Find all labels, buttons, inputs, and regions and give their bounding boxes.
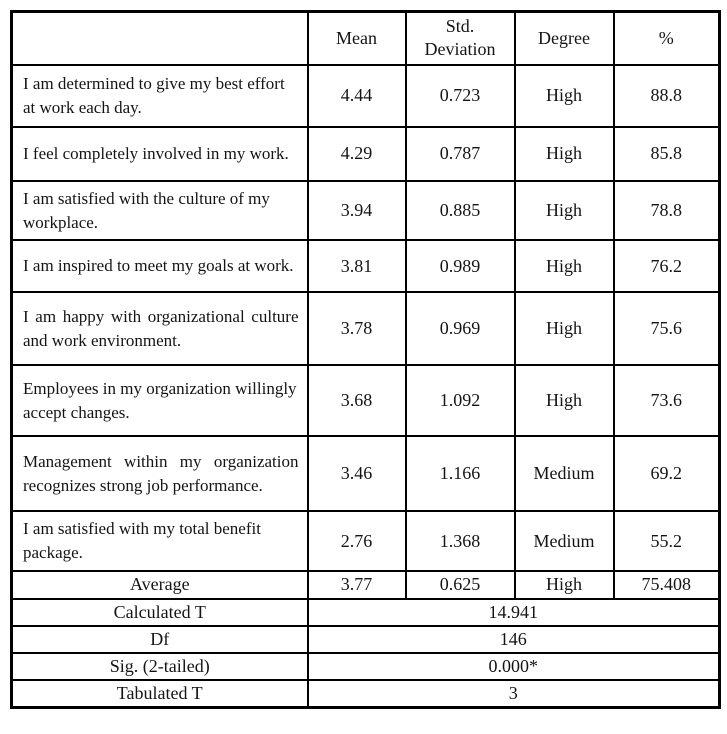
mean-cell: 3.68 [308,365,406,436]
degree-cell: High [515,240,614,292]
degree-cell: High [515,181,614,241]
mean-cell: 3.81 [308,240,406,292]
average-mean: 3.77 [308,571,406,599]
table-row [12,436,720,511]
percent-cell: 76.2 [614,240,720,292]
summary-row-calculated-t [12,599,720,626]
std-cell: 0.969 [406,292,515,365]
std-cell: 1.368 [406,511,515,571]
average-degree: High [515,571,614,599]
degree-cell: High [515,365,614,436]
percent-cell: 78.8 [614,181,720,241]
std-cell: 0.787 [406,127,515,181]
statement-cell: Employees in my organization willingly accept changes. [12,365,308,436]
table-row [12,365,720,436]
percent-cell: 85.8 [614,127,720,181]
average-row [12,571,720,599]
statement-cell: I am determined to give my best effort at work each day. [12,65,308,127]
std-cell: 1.092 [406,365,515,436]
degree-cell: Medium [515,511,614,571]
table-row [12,127,720,181]
std-cell: 0.989 [406,240,515,292]
header-mean: Mean [308,12,406,65]
percent-cell: 73.6 [614,365,720,436]
summary-row-sig [12,653,720,680]
statement-cell: I am satisfied with the culture of my workplace. [12,181,308,241]
percent-cell: 55.2 [614,511,720,571]
header-row [12,12,720,65]
header-std-deviation: Std. Deviation [406,12,515,65]
std-cell: 1.166 [406,436,515,511]
table-row [12,65,720,127]
calculated-t-label: Calculated T [12,599,308,626]
header-degree: Degree [515,12,614,65]
degree-cell: High [515,65,614,127]
mean-cell: 4.44 [308,65,406,127]
sig-label: Sig. (2-tailed) [12,653,308,680]
percent-cell: 88.8 [614,65,720,127]
summary-row-df [12,626,720,653]
statistics-table [10,10,721,709]
tabulated-t-value: 3 [308,680,720,708]
table-row [12,511,720,571]
mean-cell: 3.46 [308,436,406,511]
statement-cell: Management within my organization recognizes strong job performance. [12,436,308,511]
summary-row-tabulated-t [12,680,720,708]
sig-value: 0.000* [308,653,720,680]
header-statement-blank [12,12,308,65]
statement-cell: I am happy with organizational culture and work environment. [12,292,308,365]
tabulated-t-label: Tabulated T [12,680,308,708]
statement-cell: I am satisfied with my total benefit package. [12,511,308,571]
degree-cell: High [515,127,614,181]
mean-cell: 2.76 [308,511,406,571]
average-label: Average [12,571,308,599]
average-std: 0.625 [406,571,515,599]
table-row [12,240,720,292]
statement-cell: I feel completely involved in my work. [12,127,308,181]
table-row [12,181,720,241]
std-cell: 0.885 [406,181,515,241]
table-row [12,292,720,365]
calculated-t-value: 14.941 [308,599,720,626]
mean-cell: 3.78 [308,292,406,365]
df-value: 146 [308,626,720,653]
percent-cell: 75.6 [614,292,720,365]
mean-cell: 3.94 [308,181,406,241]
average-percent: 75.408 [614,571,720,599]
degree-cell: High [515,292,614,365]
degree-cell: Medium [515,436,614,511]
statement-cell: I am inspired to meet my goals at work. [12,240,308,292]
percent-cell: 69.2 [614,436,720,511]
mean-cell: 4.29 [308,127,406,181]
df-label: Df [12,626,308,653]
std-cell: 0.723 [406,65,515,127]
header-percent: % [614,12,720,65]
